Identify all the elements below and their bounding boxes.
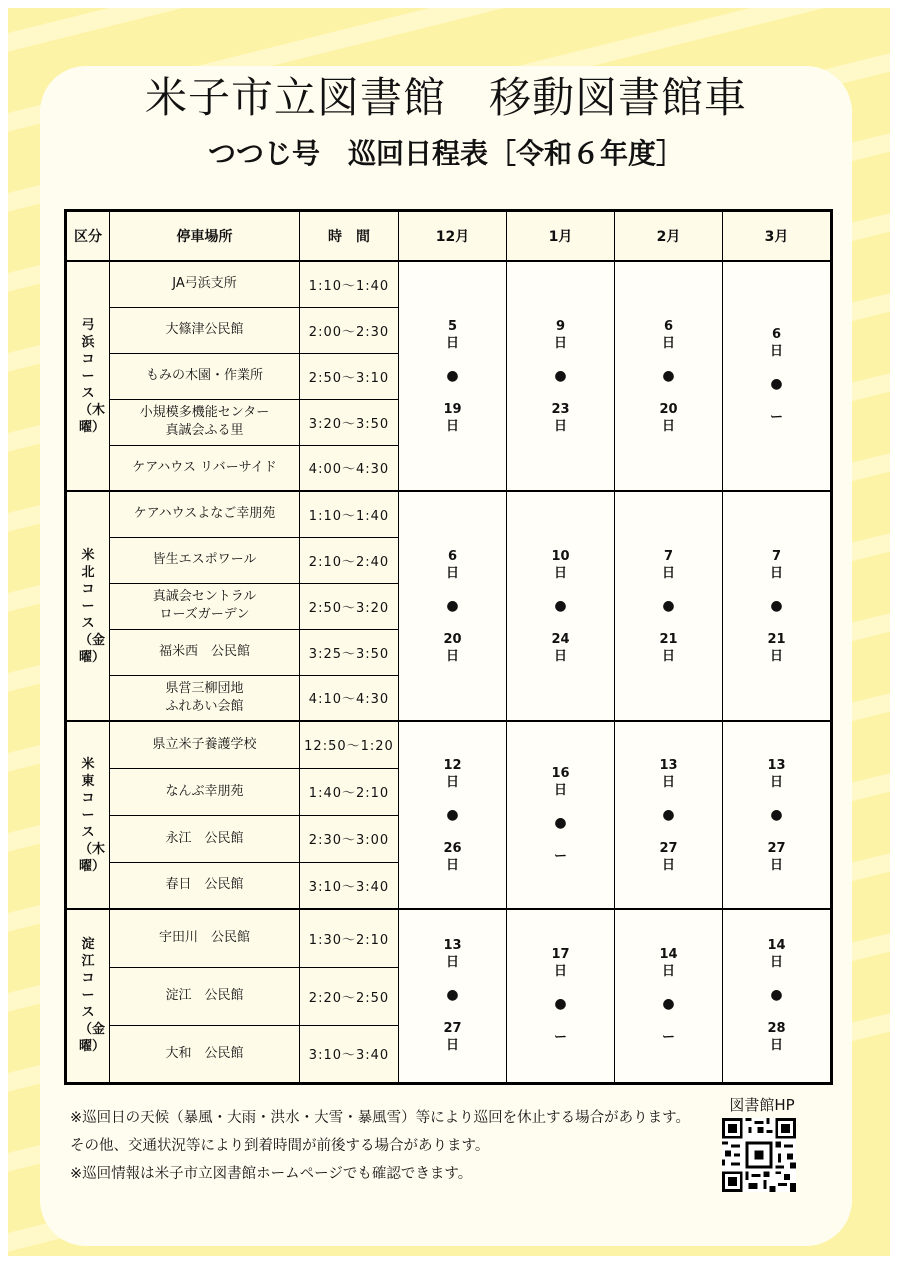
stop-time: 4:00〜4:30 [300, 445, 399, 491]
separator-dot: ● [770, 597, 783, 614]
day-unit: 日 [445, 648, 459, 664]
separator-dot: ● [554, 815, 567, 831]
stop-name: 永江 公民館 [110, 815, 300, 862]
second-visit-day: ー [553, 1029, 567, 1045]
second-visit-day: 21 [659, 631, 678, 647]
day-unit: 日 [769, 344, 783, 359]
stop-name: ケアハウスよなご幸朋苑 [110, 491, 300, 537]
first-visit-day: 16 [551, 766, 570, 781]
second-visit-day: 24 [551, 631, 570, 647]
stop-name: JA弓浜支所 [110, 261, 300, 307]
first-visit-day: 9 [555, 318, 566, 334]
visit-dates [399, 721, 507, 909]
schedule-table [64, 209, 833, 1085]
stop-time: 3:20〜3:50 [300, 399, 399, 445]
table-row [66, 721, 832, 768]
second-visit-day: 19 [443, 401, 462, 417]
stop-name: 宇田川 公民館 [110, 909, 300, 967]
day-unit: 日 [445, 1038, 459, 1054]
visit-dates [507, 721, 615, 909]
stop-time: 3:25〜3:50 [300, 629, 399, 675]
stop-time: 1:10〜1:40 [300, 491, 399, 537]
first-visit-day: 17 [551, 946, 570, 962]
day-unit: 日 [661, 418, 675, 434]
separator-dot: ● [554, 367, 567, 384]
first-visit-day: 14 [767, 938, 786, 954]
first-visit-day: 13 [767, 757, 786, 773]
stop-name: 淀江 公民館 [110, 967, 300, 1025]
stop-name: もみの木園・作業所 [110, 353, 300, 399]
day-unit: 日 [553, 565, 567, 581]
day-unit: 日 [661, 857, 675, 873]
separator-dot: ● [554, 995, 567, 1012]
day-unit: 日 [553, 963, 567, 979]
visit-dates [723, 721, 832, 909]
visit-dates [615, 261, 723, 491]
day-unit: 日 [769, 565, 783, 581]
second-visit-day: ー [661, 1029, 675, 1045]
header-month: 1月 [507, 211, 615, 262]
table-row [66, 491, 832, 537]
stop-time: 1:40〜2:10 [300, 768, 399, 815]
separator-dot: ● [770, 806, 783, 823]
page-subtitle: つつじ号 巡回日程表［令和６年度］ [207, 137, 684, 170]
stop-time: 2:50〜3:20 [300, 583, 399, 629]
note-line: ※巡回日の天候（暴風・大雨・洪水・大雪・暴風雪）等により巡回を休止する場合があります。 [70, 1110, 690, 1126]
second-visit-day: 26 [443, 840, 462, 856]
stop-time: 2:10〜2:40 [300, 537, 399, 583]
first-visit-day: 5 [447, 318, 458, 334]
course-name: 淀江コース（金曜） [66, 909, 110, 1083]
second-visit-day: 20 [443, 631, 462, 647]
day-unit: 日 [445, 565, 459, 581]
separator-dot: ● [446, 367, 459, 384]
separator-dot: ● [554, 597, 567, 614]
visit-dates [399, 491, 507, 721]
second-visit-day: 23 [551, 401, 570, 417]
day-unit: 日 [445, 955, 459, 971]
visit-dates [723, 491, 832, 721]
separator-dot: ● [446, 987, 459, 1004]
header-course: 区分 [66, 211, 110, 262]
day-unit: 日 [553, 648, 567, 664]
visit-dates [615, 721, 723, 909]
second-visit-day: 27 [767, 840, 786, 856]
day-unit: 日 [553, 783, 567, 798]
day-unit: 日 [661, 565, 675, 581]
day-unit: 日 [769, 774, 783, 790]
header-month: 12月 [399, 211, 507, 262]
first-visit-day: 13 [659, 757, 678, 773]
stop-time: 3:10〜3:40 [300, 1025, 399, 1083]
stop-time: 3:10〜3:40 [300, 862, 399, 909]
visit-dates [615, 491, 723, 721]
day-unit: 日 [769, 1038, 783, 1054]
second-visit-day: 20 [659, 401, 678, 417]
stop-time: 2:30〜3:00 [300, 815, 399, 862]
header-stop: 停車場所 [110, 211, 300, 262]
separator-dot: ● [446, 597, 459, 614]
header-month: 2月 [615, 211, 723, 262]
first-visit-day: 14 [659, 946, 678, 962]
course-name: 米北コース（金曜） [66, 491, 110, 721]
day-unit: 日 [769, 955, 783, 971]
separator-dot: ● [662, 597, 675, 614]
separator-dot: ● [662, 806, 675, 823]
note-line: ※巡回情報は米子市立図書館ホームページでも確認できます。 [70, 1166, 473, 1182]
table-row [66, 909, 832, 967]
page-title: 米子市立図書館 移動図書館車 [144, 73, 747, 122]
stop-name: ケアハウス リバーサイド [110, 445, 300, 491]
second-visit-day: ー [769, 410, 783, 425]
visit-dates [507, 261, 615, 491]
visit-dates [399, 909, 507, 1083]
day-unit: 日 [769, 648, 783, 664]
visit-dates [723, 261, 832, 491]
stop-time: 2:20〜2:50 [300, 967, 399, 1025]
day-unit: 日 [553, 418, 567, 434]
qr-label: 図書館HP [729, 1096, 795, 1114]
day-unit: 日 [661, 335, 675, 351]
second-visit-day: 27 [659, 840, 678, 856]
stop-name: 春日 公民館 [110, 862, 300, 909]
day-unit: 日 [445, 857, 459, 873]
stop-name: 福米西 公民館 [110, 629, 300, 675]
header-time: 時 間 [300, 211, 399, 262]
table-row [66, 261, 832, 307]
separator-dot: ● [770, 376, 783, 392]
day-unit: 日 [661, 963, 675, 979]
visit-dates [399, 261, 507, 491]
day-unit: 日 [445, 335, 459, 351]
second-visit-day: 27 [443, 1021, 462, 1037]
second-visit-day: 21 [767, 631, 786, 647]
separator-dot: ● [770, 987, 783, 1004]
stop-name: 真誠会セントラル ローズガーデン [110, 583, 300, 629]
stop-name: なんぶ幸朋苑 [110, 768, 300, 815]
stop-time: 2:00〜2:30 [300, 307, 399, 353]
stop-time: 2:50〜3:10 [300, 353, 399, 399]
first-visit-day: 6 [771, 327, 782, 342]
day-unit: 日 [553, 335, 567, 351]
note-line: その他、交通状況等により到着時間が前後する場合があります。 [70, 1138, 490, 1154]
stop-time: 12:50〜1:20 [300, 721, 399, 768]
stop-name: 大和 公民館 [110, 1025, 300, 1083]
visit-dates [615, 909, 723, 1083]
course-name: 米東コース（木曜） [66, 721, 110, 909]
header-month: 3月 [723, 211, 832, 262]
separator-dot: ● [662, 367, 675, 384]
day-unit: 日 [661, 648, 675, 664]
header-row [66, 211, 832, 262]
first-visit-day: 10 [551, 548, 570, 564]
visit-dates [507, 909, 615, 1083]
separator-dot: ● [662, 995, 675, 1012]
stop-name: 県立米子養護学校 [110, 721, 300, 768]
notes [70, 1104, 730, 1188]
stop-name: 小規模多機能センター 真誠会ふる里 [110, 399, 300, 445]
stop-name: 大篠津公民館 [110, 307, 300, 353]
first-visit-day: 7 [771, 548, 782, 564]
second-visit-day: ー [553, 849, 567, 864]
separator-dot: ● [446, 806, 459, 823]
qr-code-icon[interactable] [722, 1118, 796, 1192]
first-visit-day: 12 [443, 757, 462, 773]
stop-time: 1:30〜2:10 [300, 909, 399, 967]
day-unit: 日 [769, 857, 783, 873]
stop-name: 皆生エスポワール [110, 537, 300, 583]
second-visit-day: 28 [767, 1021, 786, 1037]
day-unit: 日 [445, 774, 459, 790]
visit-dates [723, 909, 832, 1083]
course-name: 弓浜コース（木曜） [66, 261, 110, 491]
stop-time: 1:10〜1:40 [300, 261, 399, 307]
day-unit: 日 [661, 774, 675, 790]
day-unit: 日 [445, 418, 459, 434]
first-visit-day: 13 [443, 938, 462, 954]
first-visit-day: 7 [663, 548, 674, 564]
stop-name: 県営三柳団地 ふれあい会館 [110, 675, 300, 721]
stop-time: 4:10〜4:30 [300, 675, 399, 721]
first-visit-day: 6 [447, 548, 458, 564]
first-visit-day: 6 [663, 318, 674, 334]
visit-dates [507, 491, 615, 721]
